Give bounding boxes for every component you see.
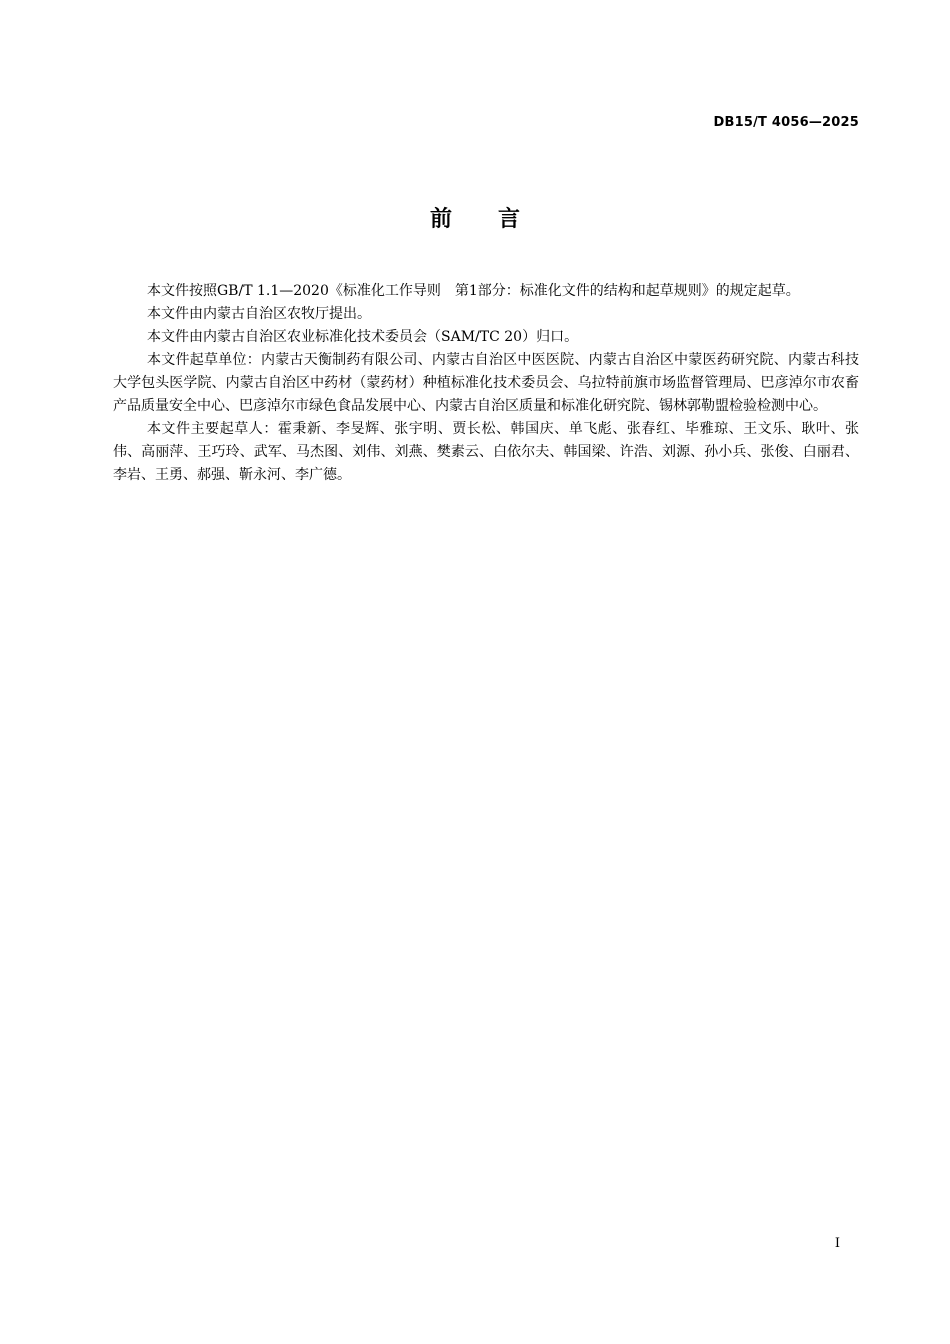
foreword-body — [113, 280, 859, 487]
paragraph-centralized-by: 本文件由内蒙古自治区农业标准化技术委员会（SAM/TC 20）归口。 — [147, 329, 579, 345]
page-title — [0, 202, 950, 233]
title-char-2: 言 — [498, 207, 521, 232]
paragraph-main-drafters: 本文件主要起草人：霍秉新、李旻辉、张宇明、贾长松、韩国庆、单飞彪、张春红、毕雅琼、王文乐、耿叶、张伟、高丽萍、王巧玲、武军、马杰图、刘伟、刘燕、樊素云、白依尔夫、韩国梁、许浩、刘源、孙小兵、张俊、白丽君、李岩、王勇、郝强、靳永河、李广德。 — [113, 421, 859, 483]
document-code: DB15/T 4056—2025 — [713, 115, 859, 130]
page-number: I — [834, 1236, 840, 1251]
paragraph-drafting-basis: 本文件按照GB/T 1.1—2020《标准化工作导则 第1部分：标准化文件的结构和起草规则》的规定起草。 — [147, 283, 800, 299]
paragraph-drafting-units: 本文件起草单位：内蒙古天衡制药有限公司、内蒙古自治区中医医院、内蒙古自治区中蒙医药研究院、内蒙古科技大学包头医学院、内蒙古自治区中药材（蒙药材）种植标准化技术委员会、乌拉特前旗市场监督管理局、巴彦淖尔市农畜产品质量安全中心、巴彦淖尔市绿色食品发展中心、内蒙古自治区质量和标准化研究院、锡林郭勒盟检验检测中心。 — [113, 352, 859, 414]
title-char-1: 前 — [429, 207, 452, 232]
paragraph-proposer: 本文件由内蒙古自治区农牧厅提出。 — [147, 306, 371, 322]
